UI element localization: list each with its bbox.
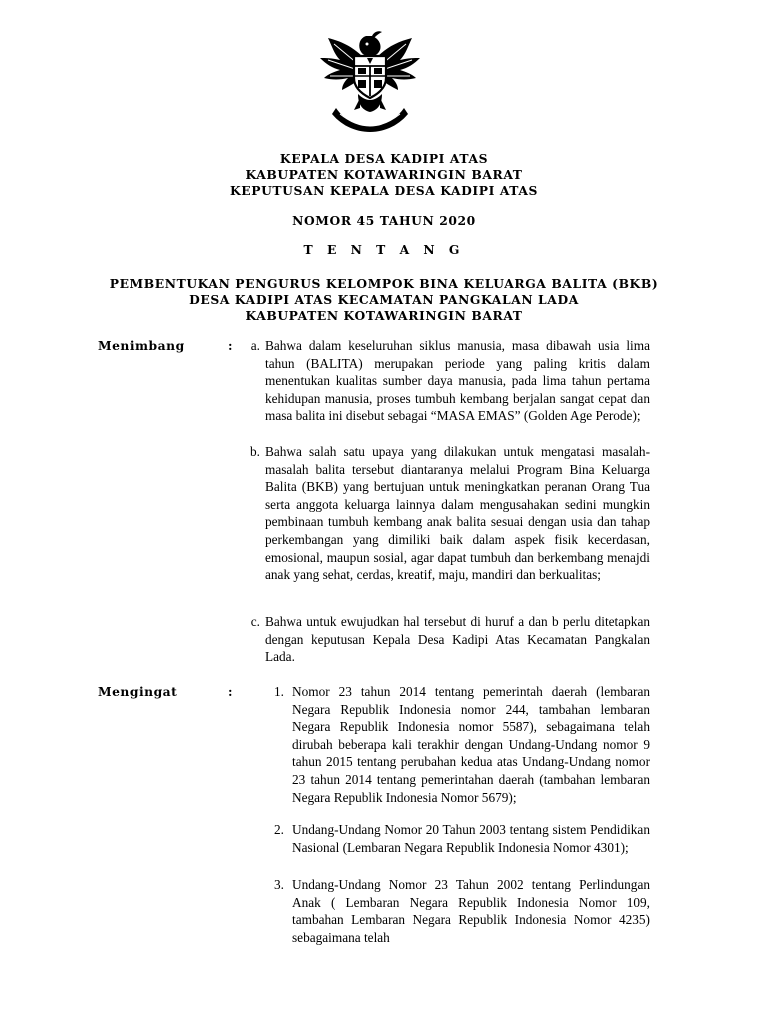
item-text: Bahwa salah satu upaya yang dilakukan untuk mengatasi masalah-masalah balita tersebut diantaranya melalui Program Bina Keluarga Balita (BKB) yang bertujuan untuk meningkatkan peranan Orang Tua serta anggota keluarga lainnya dalam mengusahakan sedini mungkin pembinaan tumbuh kembang anak balita sesuai dengan usia dan tahap perkembangan yang dimiliki baik dalam aspek fisik kecerdasan, emosional, maupun sosial, agar dapat tumbuh dan berkembang menajdi anak yang sehat, cerdas, kreatif, maju, mandiri dan berkualitas;	[265, 444, 650, 583]
garuda-emblem-icon	[314, 28, 426, 132]
item-marker: b.	[250, 444, 260, 459]
item-text: Undang-Undang Nomor 23 Tahun 2002 tentang Perlindungan Anak ( Lembaran Negara Republik Indonesia Nomor 109, tambahan Lembaran Negara Republik Indonesia Nomor 4235) sebagaimana telah	[292, 877, 650, 945]
header-line-1: KEPALA DESA KADIPI ATAS	[279, 151, 489, 166]
item-text: Bahwa dalam keseluruhan siklus manusia, masa dibawah usia lima tahun (BALITA) merupakan periode yang paling kritis dalam menentukan kualitas sumber daya manusia, pada lima tahun pertama kehidupan manusia, proses tumbuh kembang berjalan sangat cepat dan masa balita ini disebut sebagai “MASA EMAS” (Golden Age Perode);	[265, 338, 650, 424]
item-marker: 3.	[274, 877, 284, 892]
subject-line-3: KABUPATEN KOTAWARINGIN BARAT	[245, 308, 523, 323]
item-text: Nomor 23 tahun 2014 tentang pemerintah daerah (lembaran Negara Republik Indonesia nomor 244, tambahan lembaran Negara Republik Indonesia nomor 5587), sebagaimana telah dirubah beberapa kali terakhir dengan Undang-Undang nomor 9 tahun 2015 tentang perubahan kedua atas Undang-Undang nomor 23 tahun 2014 tentang pemerintahan daerah (tambahan lembaran Negara Republik Indonesia Nomor 5679);	[292, 684, 650, 805]
header-line-3: KEPUTUSAN KEPALA DESA KADIPI ATAS	[229, 183, 538, 198]
header-block	[0, 151, 768, 199]
item-marker: a.	[250, 338, 260, 353]
menimbang-colon: :	[228, 338, 233, 353]
mengingat-colon: :	[228, 684, 233, 699]
header-line-2: KABUPATEN KOTAWARINGIN BARAT	[245, 167, 523, 182]
item-marker: 2.	[274, 822, 284, 837]
item-text: Bahwa untuk ewujudkan hal tersebut di huruf a dan b perlu ditetapkan dengan keputusan Kepala Desa Kadipi Atas Kecamatan Pangkalan Lada.	[265, 614, 650, 665]
tentang-heading: T E N T A N G	[303, 242, 465, 257]
item-marker: c.	[250, 614, 260, 629]
menimbang-label: Menimbang	[98, 338, 185, 353]
mengingat-label: Mengingat	[98, 684, 178, 699]
decree-number: NOMOR 45 TAHUN 2020	[292, 213, 476, 228]
subject-line-2: DESA KADIPI ATAS KECAMATAN PANGKALAN LADA	[189, 292, 579, 307]
decree-subject	[0, 276, 768, 324]
subject-line-1: PEMBENTUKAN PENGURUS KELOMPOK BINA KELUARGA BALITA (BKB)	[109, 276, 659, 291]
item-marker: 1.	[274, 684, 284, 699]
item-text: Undang-Undang Nomor 20 Tahun 2003 tentang sistem Pendidikan Nasional (Lembaran Negara Republik Indonesia Nomor 4301);	[292, 822, 650, 855]
